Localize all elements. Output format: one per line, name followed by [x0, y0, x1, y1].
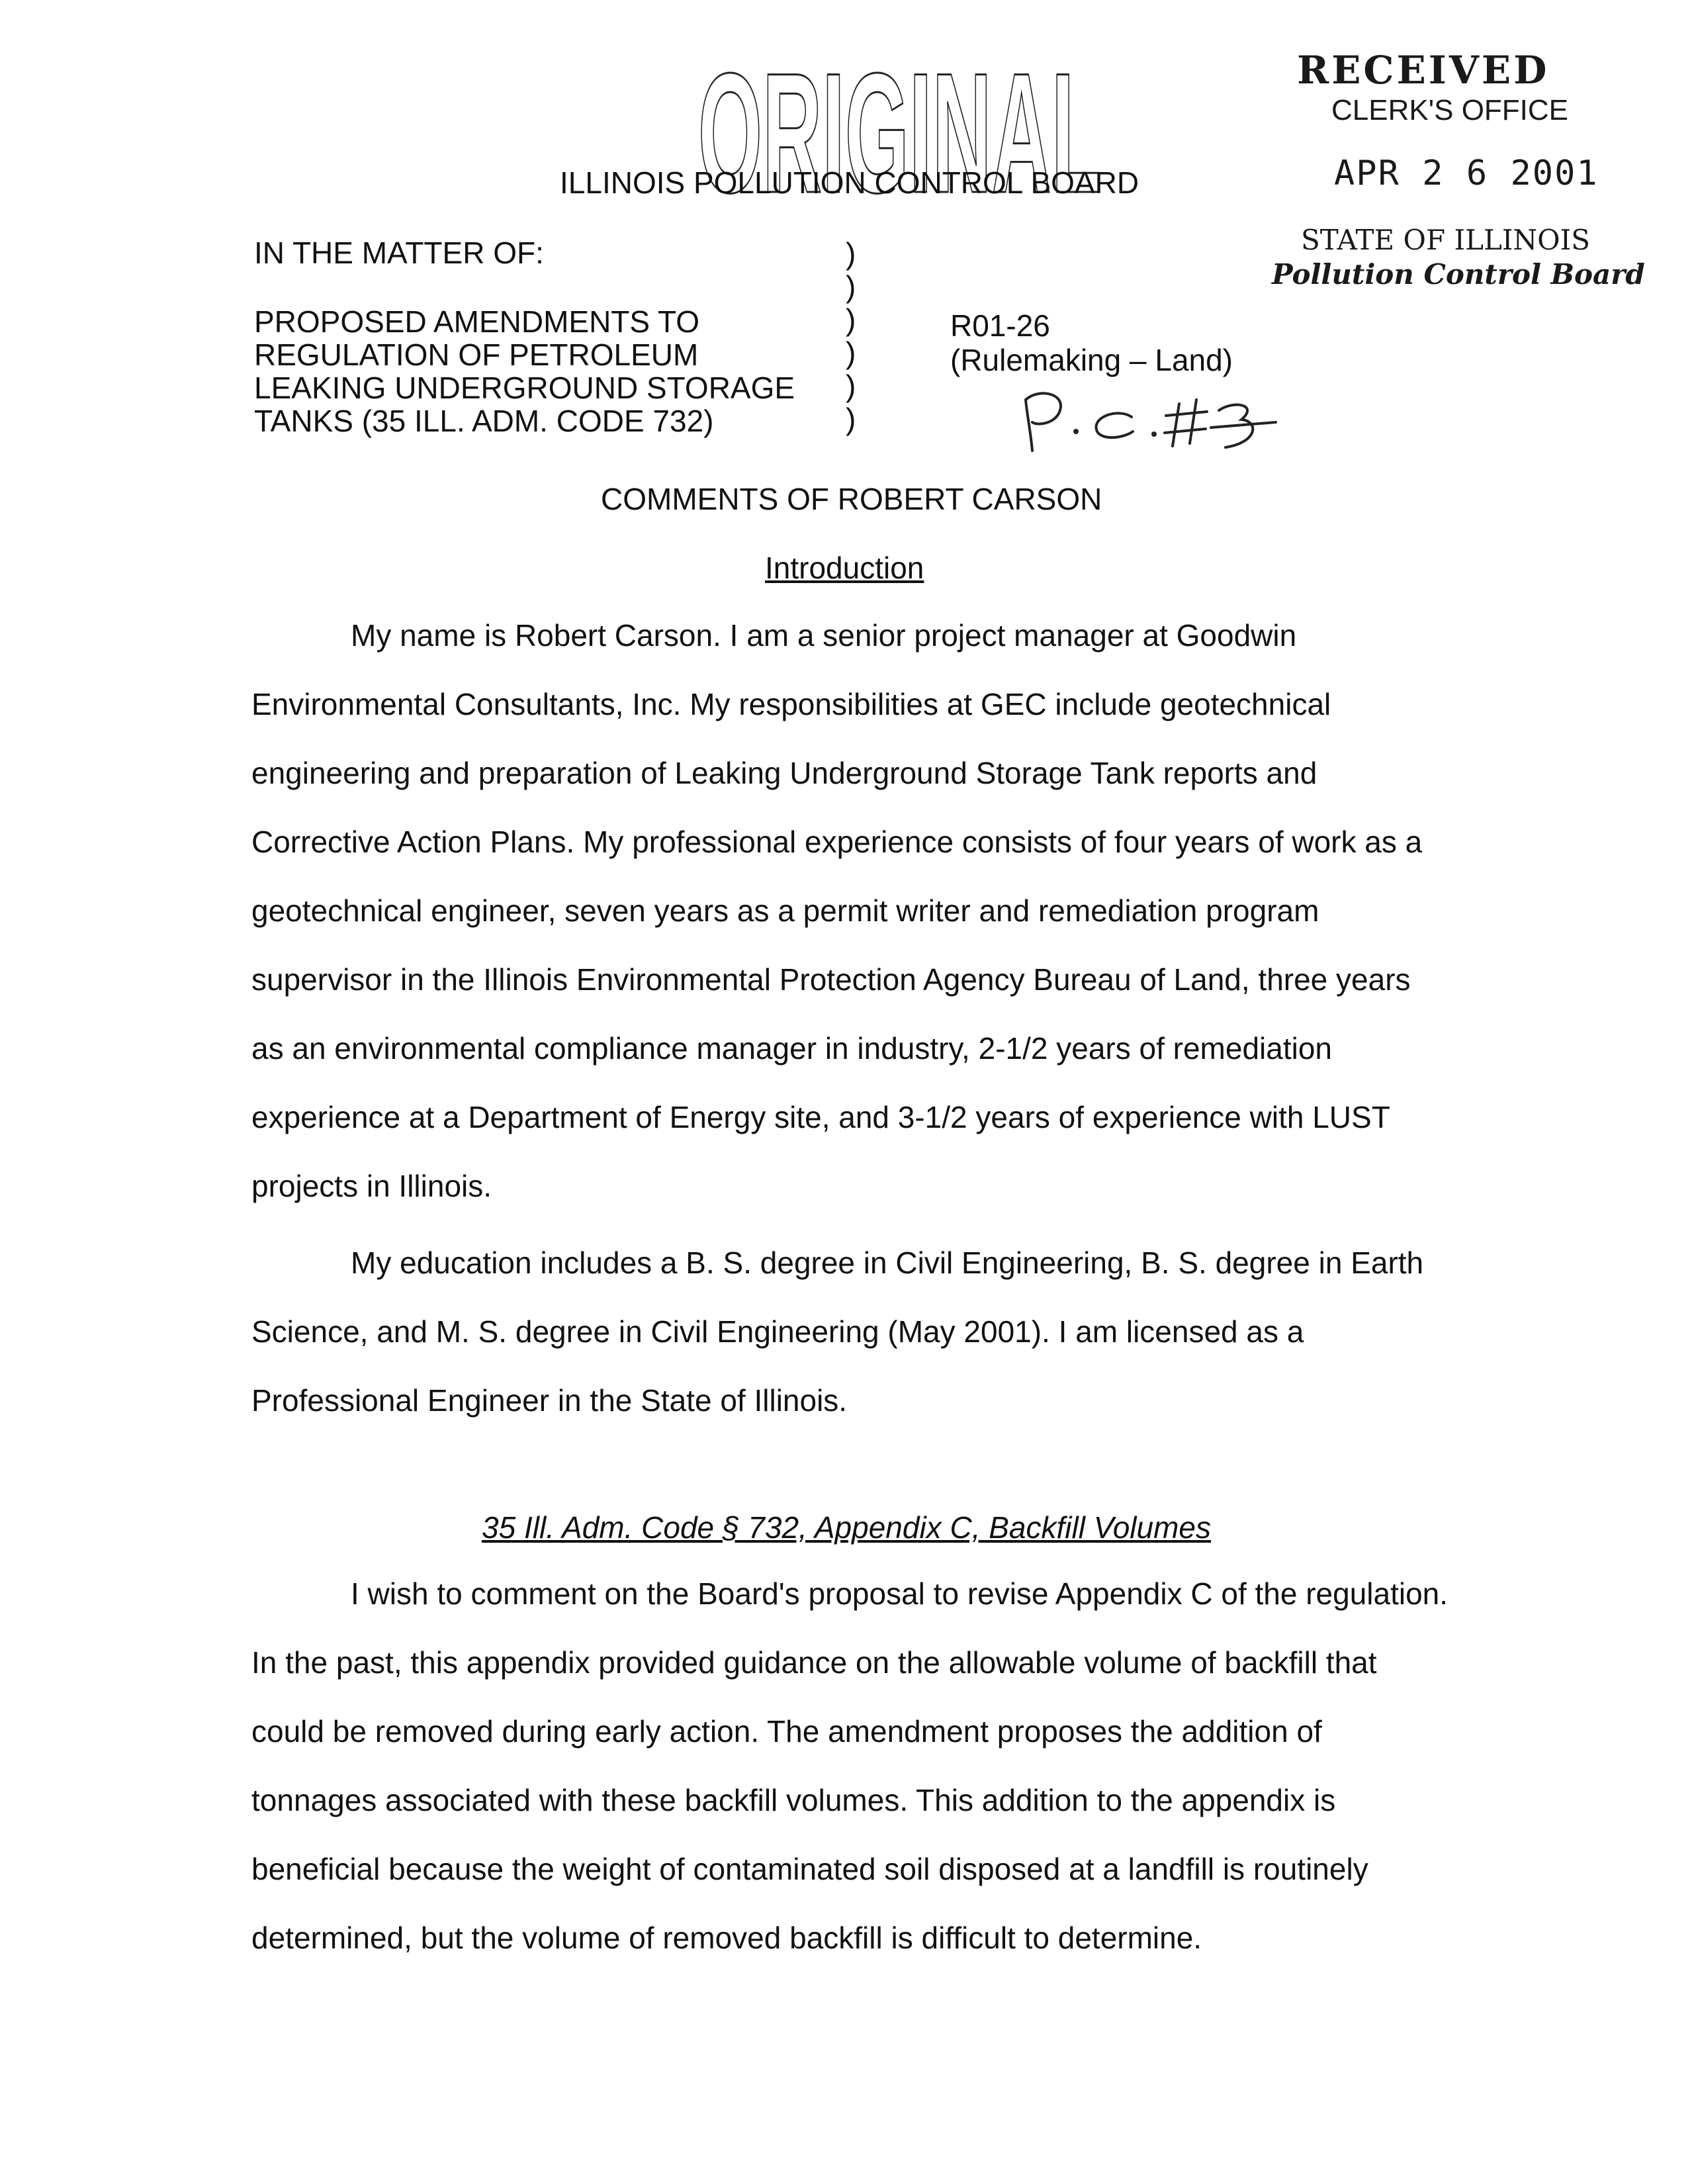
intro-paragraph-1-text: My name is Robert Carson. I am a senior project manager at Goodwin Environmental Consultants, Inc. My responsibilities at GEC include geotechnical engineering and preparation of Leaking Underground Storage Tank reports and Corrective Action Plans. My professional experience consists of four years of work as a geotechnical engineer, seven years as a permit writer and remediation program supervisor in the Illinois Environmental Protection Agency Bureau of Land, three years as an environmental compliance manager in industry, 2-1/2 years of remediation experience at a Department of Energy site, and 3-1/2 years of experience with LUST projects in Illinois.: [251, 618, 1423, 1203]
docket-number: R01-26: [950, 308, 1050, 343]
received-stamp-date: APR 2 6 2001: [1334, 154, 1599, 193]
caption-paren: ): [846, 336, 856, 370]
caption-title-line-3: LEAKING UNDERGROUND STORAGE: [254, 371, 795, 405]
caption-paren: ): [846, 236, 856, 271]
handwritten-note: [1012, 388, 1290, 454]
caption-paren: ): [846, 402, 856, 436]
caption-title-line-4: TANKS (35 ILL. ADM. CODE 732): [254, 404, 714, 438]
caption-title-line-1: PROPOSED AMENDMENTS TO: [254, 304, 700, 339]
intro-paragraph-2-text: My education includes a B. S. degree in Civil Engineering, B. S. degree in Earth Science, and M. S. degree in Civil Engineering (May 2001). I am licensed as a Professional Engineer in the State of Illinois.: [251, 1246, 1424, 1418]
received-stamp-title: RECEIVED: [1297, 48, 1550, 93]
received-stamp-state: STATE OF ILLINOIS: [1301, 224, 1590, 256]
document-heading: COMMENTS OF ROBERT CARSON: [601, 482, 1102, 516]
intro-paragraph-1: [251, 601, 1449, 1220]
received-stamp-board: Pollution Control Board: [1272, 258, 1645, 291]
docket-type: (Rulemaking – Land): [950, 343, 1233, 377]
caption-paren: ): [846, 369, 856, 403]
caption-title-line-2: REGULATION OF PETROLEUM: [254, 338, 699, 372]
caption-paren: ): [846, 302, 856, 337]
caption-paren: ): [846, 269, 856, 304]
board-name: ILLINOIS POLLUTION CONTROL BOARD: [560, 165, 1139, 200]
section-heading: 35 Ill. Adm. Code § 732, Appendix C, Backfill Volumes: [482, 1510, 1212, 1545]
matter-label: IN THE MATTER OF:: [254, 236, 544, 270]
received-stamp-office: CLERK'S OFFICE: [1331, 94, 1569, 126]
intro-heading: Introduction: [765, 551, 924, 585]
intro-paragraph-2: [251, 1228, 1449, 1435]
section-paragraph-1: [251, 1559, 1449, 1972]
handwritten-note-svg: [1012, 388, 1290, 454]
original-stamp-text: ORIGINAL: [698, 38, 1102, 210]
section-paragraph-1-text: I wish to comment on the Board's proposal to revise Appendix C of the regulation. In the past, this appendix provided guidance on the allowable volume of backfill that could be removed during early action. The amendment proposes the addition of tonnages associated with these backfill volumes. This addition to the appendix is beneficial because the weight of contaminated soil disposed at a landfill is routinely determined, but the volume of removed backfill is difficult to determine.: [251, 1576, 1449, 1955]
